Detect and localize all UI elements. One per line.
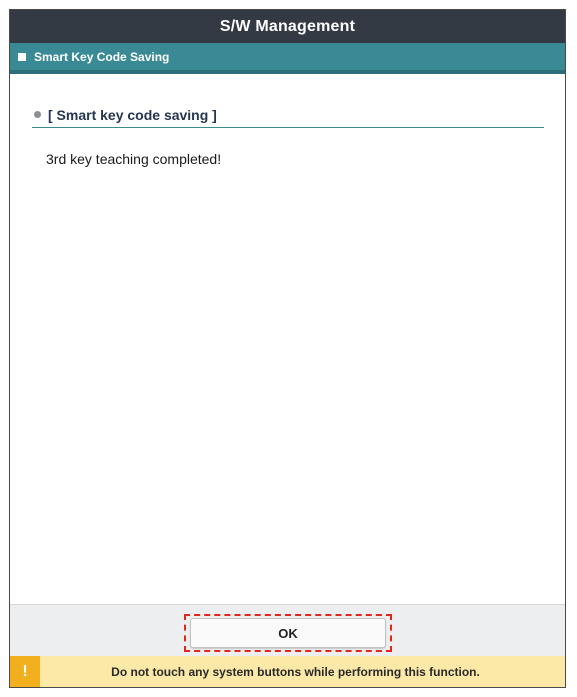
content-area — [10, 74, 565, 604]
section-header — [32, 102, 544, 128]
footer-bar — [10, 604, 565, 657]
window-title: S/W Management — [219, 17, 356, 35]
ok-button[interactable]: OK — [190, 618, 386, 648]
warning-bar — [10, 656, 565, 687]
section-title: [ Smart key code saving ] — [48, 106, 217, 123]
title-bar — [10, 10, 565, 43]
warning-text: Do not touch any system buttons while performing this function. — [111, 664, 480, 679]
sub-header-bar — [10, 43, 565, 74]
square-icon — [18, 53, 26, 61]
bullet-icon — [34, 111, 41, 118]
warning-icon: ! — [10, 656, 40, 687]
app-window — [9, 9, 566, 688]
sub-header-label: Smart Key Code Saving — [34, 49, 170, 64]
status-message: 3rd key teaching completed! — [46, 151, 222, 167]
